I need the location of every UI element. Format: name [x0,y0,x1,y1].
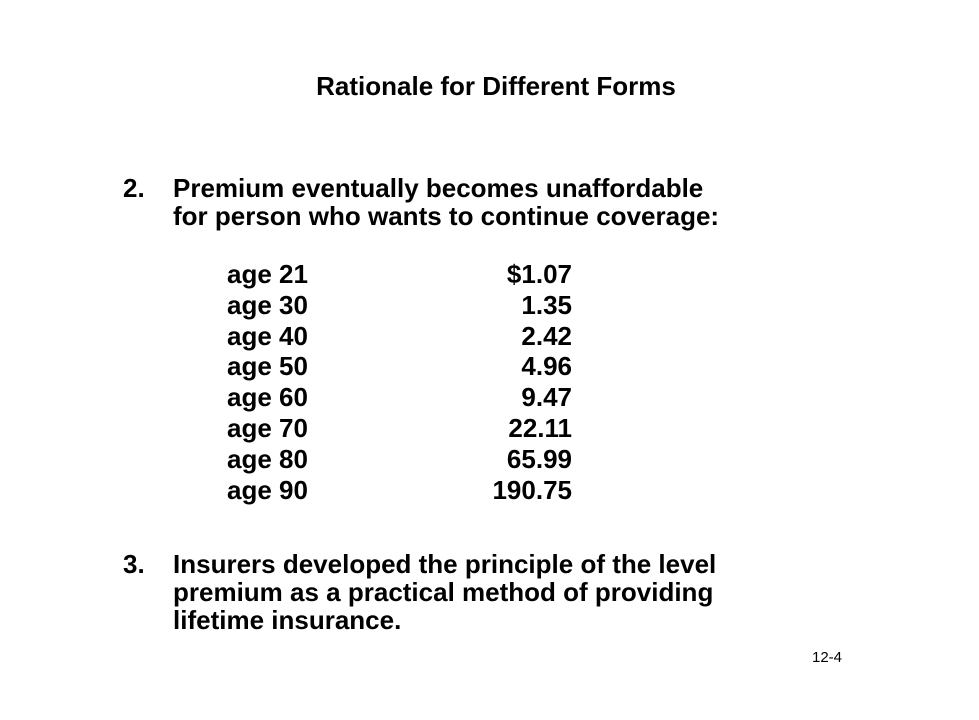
premium-value: 22.11 [508,412,572,443]
premium-row [227,259,587,290]
premium-row [227,321,587,352]
point-number: 3. [123,549,145,579]
premium-value: 1.35 [521,289,572,320]
premium-row [227,351,587,382]
point-text [173,550,913,634]
premium-row [227,382,587,413]
age-label: age 70 [227,412,308,443]
premium-value: 9.47 [521,382,572,413]
point-number: 2. [123,173,145,203]
premium-value: 2.42 [521,320,572,351]
age-label: age 30 [227,289,308,320]
premium-row [227,290,587,321]
point-line: for person who wants to continue coverage: [173,201,720,231]
premium-table [227,259,587,505]
slide-number: 12-4 [812,649,843,666]
premium-row [227,475,587,506]
age-label: age 80 [227,443,308,474]
premium-value: $1.07 [506,259,572,289]
age-label: age 50 [227,351,308,382]
point-line: premium as a practical method of providing [173,577,714,607]
point-line: Insurers developed the principle of the level [173,549,717,579]
premium-value: 65.99 [506,443,572,474]
premium-value: 4.96 [521,351,572,382]
point-text [173,174,913,230]
premium-value: 190.75 [492,474,572,505]
age-label: age 21 [227,259,308,289]
premium-row [227,413,587,444]
point-line: Premium eventually becomes unaffordable [173,173,704,203]
slide-title: Rationale for Different Forms [316,71,676,101]
age-label: age 90 [227,474,308,505]
premium-row [227,444,587,475]
age-label: age 40 [227,320,308,351]
age-label: age 60 [227,382,308,413]
point-line: lifetime insurance. [173,605,402,635]
